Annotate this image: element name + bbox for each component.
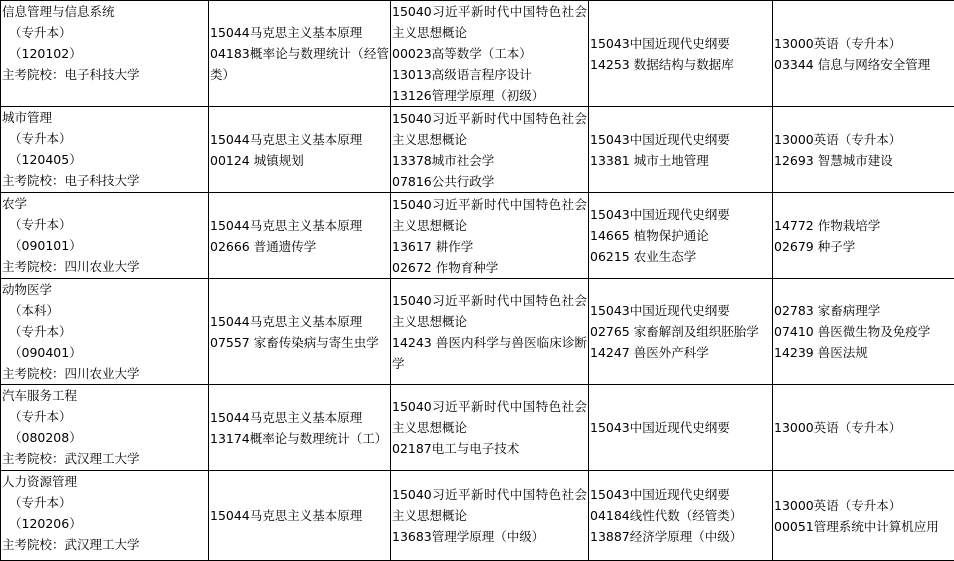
course-cell-3	[589, 1, 773, 107]
course-cell-2	[391, 1, 589, 107]
major-detail: （专升本）	[2, 214, 207, 235]
course-item: 15040习近平新时代中国特色社会主义思想概论	[392, 396, 587, 438]
major-detail: （专升本）	[2, 321, 207, 342]
exam-school: 主考院校：四川农业大学	[2, 363, 207, 384]
course-item: 06215 农业生态学	[590, 246, 771, 267]
course-item: 03344 信息与网络安全管理	[774, 54, 953, 75]
course-item: 02187电工与电子技术	[392, 438, 587, 459]
course-item: 15040习近平新时代中国特色社会主义思想概论	[392, 108, 587, 150]
course-cell-2	[391, 107, 589, 193]
course-item: 15043中国近现代史纲要	[590, 129, 771, 150]
course-item: 02679 种子学	[774, 236, 953, 257]
course-cell-4	[773, 471, 954, 561]
course-item: 07557 家畜传染病与寄生虫学	[210, 332, 389, 353]
major-name: 人力资源管理	[2, 471, 207, 492]
course-item: 13000英语（专升本）	[774, 33, 953, 54]
exam-school: 主考院校：电子科技大学	[2, 64, 207, 85]
course-item: 13000英语（专升本）	[774, 495, 953, 516]
major-detail: （本科）	[2, 300, 207, 321]
table-body	[1, 1, 954, 561]
table-row	[1, 385, 954, 471]
course-item: 15044马克思主义基本原理	[210, 129, 389, 150]
course-item: 13174概率论与数理统计（工）	[210, 428, 389, 449]
course-item: 15044马克思主义基本原理	[210, 215, 389, 236]
course-item: 07816公共行政学	[392, 171, 587, 192]
major-detail: （专升本）	[2, 406, 207, 427]
major-detail: （090101）	[2, 235, 207, 256]
course-cell-4	[773, 279, 954, 385]
course-cell-1	[209, 193, 391, 279]
major-cell	[1, 279, 209, 385]
course-item: 15044马克思主义基本原理	[210, 311, 389, 332]
course-item: 14243 兽医内科学与兽医临床诊断学	[392, 332, 587, 374]
course-item: 13126管理学原理（初级）	[392, 85, 587, 106]
course-cell-3	[589, 193, 773, 279]
major-cell	[1, 471, 209, 561]
table-row	[1, 471, 954, 561]
major-name: 动物医学	[2, 279, 207, 300]
major-cell	[1, 1, 209, 107]
table-row	[1, 193, 954, 279]
course-item: 14665 植物保护通论	[590, 225, 771, 246]
course-cell-1	[209, 107, 391, 193]
major-detail: （专升本）	[2, 492, 207, 513]
exam-school: 主考院校：四川农业大学	[2, 256, 207, 277]
exam-school: 主考院校：武汉理工大学	[2, 448, 207, 469]
course-item: 00124 城镇规划	[210, 150, 389, 171]
course-item: 15043中国近现代史纲要	[590, 484, 771, 505]
course-item: 02672 作物育种学	[392, 257, 587, 278]
course-cell-2	[391, 279, 589, 385]
course-item: 15040习近平新时代中国特色社会主义思想概论	[392, 484, 587, 526]
major-name: 农学	[2, 193, 207, 214]
course-cell-4	[773, 107, 954, 193]
course-item: 15040习近平新时代中国特色社会主义思想概论	[392, 1, 587, 43]
major-detail: （专升本）	[2, 128, 207, 149]
course-item: 14253 数据结构与数据库	[590, 54, 771, 75]
course-item: 04184线性代数（经管类）	[590, 505, 771, 526]
course-item: 12693 智慧城市建设	[774, 150, 953, 171]
course-cell-1	[209, 1, 391, 107]
course-item: 15043中国近现代史纲要	[590, 33, 771, 54]
course-cell-2	[391, 193, 589, 279]
course-cell-3	[589, 279, 773, 385]
course-item: 00023高等数学（工本）	[392, 43, 587, 64]
table-row	[1, 279, 954, 385]
course-item: 15043中国近现代史纲要	[590, 204, 771, 225]
course-item: 14239 兽医法规	[774, 342, 953, 363]
course-item: 13617 耕作学	[392, 236, 587, 257]
major-name: 汽车服务工程	[2, 385, 207, 406]
course-item: 15040习近平新时代中国特色社会主义思想概论	[392, 290, 587, 332]
course-item: 02765 家畜解剖及组织胚胎学	[590, 321, 771, 342]
major-cell	[1, 385, 209, 471]
major-name: 信息管理与信息系统	[2, 1, 207, 22]
course-item: 00051管理系统中计算机应用	[774, 516, 953, 537]
course-item: 15043中国近现代史纲要	[590, 417, 771, 438]
course-item: 15043中国近现代史纲要	[590, 300, 771, 321]
course-item: 15044马克思主义基本原理	[210, 407, 389, 428]
course-item: 15044马克思主义基本原理	[210, 22, 389, 43]
course-item: 14772 作物栽培学	[774, 215, 953, 236]
exam-school: 主考院校：武汉理工大学	[2, 534, 207, 555]
course-cell-2	[391, 471, 589, 561]
course-cell-3	[589, 471, 773, 561]
course-cell-3	[589, 385, 773, 471]
course-cell-1	[209, 385, 391, 471]
course-item: 15040习近平新时代中国特色社会主义思想概论	[392, 194, 587, 236]
major-detail: （080208）	[2, 427, 207, 448]
course-item: 04183概率论与数理统计（经管类）	[210, 43, 389, 85]
course-item: 02666 普通遗传学	[210, 236, 389, 257]
table-row	[1, 1, 954, 107]
course-cell-4	[773, 193, 954, 279]
major-cell	[1, 107, 209, 193]
course-cell-4	[773, 385, 954, 471]
major-cell	[1, 193, 209, 279]
major-name: 城市管理	[2, 107, 207, 128]
course-cell-3	[589, 107, 773, 193]
course-item: 13000英语（专升本）	[774, 129, 953, 150]
course-item: 13381 城市土地管理	[590, 150, 771, 171]
course-cell-4	[773, 1, 954, 107]
major-detail: （专升本）	[2, 22, 207, 43]
course-item: 02783 家畜病理学	[774, 300, 953, 321]
major-detail: （120102）	[2, 43, 207, 64]
major-detail: （120405）	[2, 149, 207, 170]
course-item: 13378城市社会学	[392, 150, 587, 171]
course-item: 13887经济学原理（中级）	[590, 526, 771, 547]
exam-school: 主考院校：电子科技大学	[2, 170, 207, 191]
course-item: 14247 兽医外产科学	[590, 342, 771, 363]
course-item: 15044马克思主义基本原理	[210, 505, 389, 526]
course-cell-1	[209, 279, 391, 385]
major-detail: （090401）	[2, 342, 207, 363]
major-detail: （120206）	[2, 513, 207, 534]
course-item: 13683管理学原理（中级）	[392, 526, 587, 547]
course-item: 07410 兽医微生物及免疫学	[774, 321, 953, 342]
course-cell-2	[391, 385, 589, 471]
table-row	[1, 107, 954, 193]
course-item: 13000英语（专升本）	[774, 417, 953, 438]
course-item: 13013高级语言程序设计	[392, 64, 587, 85]
course-cell-1	[209, 471, 391, 561]
